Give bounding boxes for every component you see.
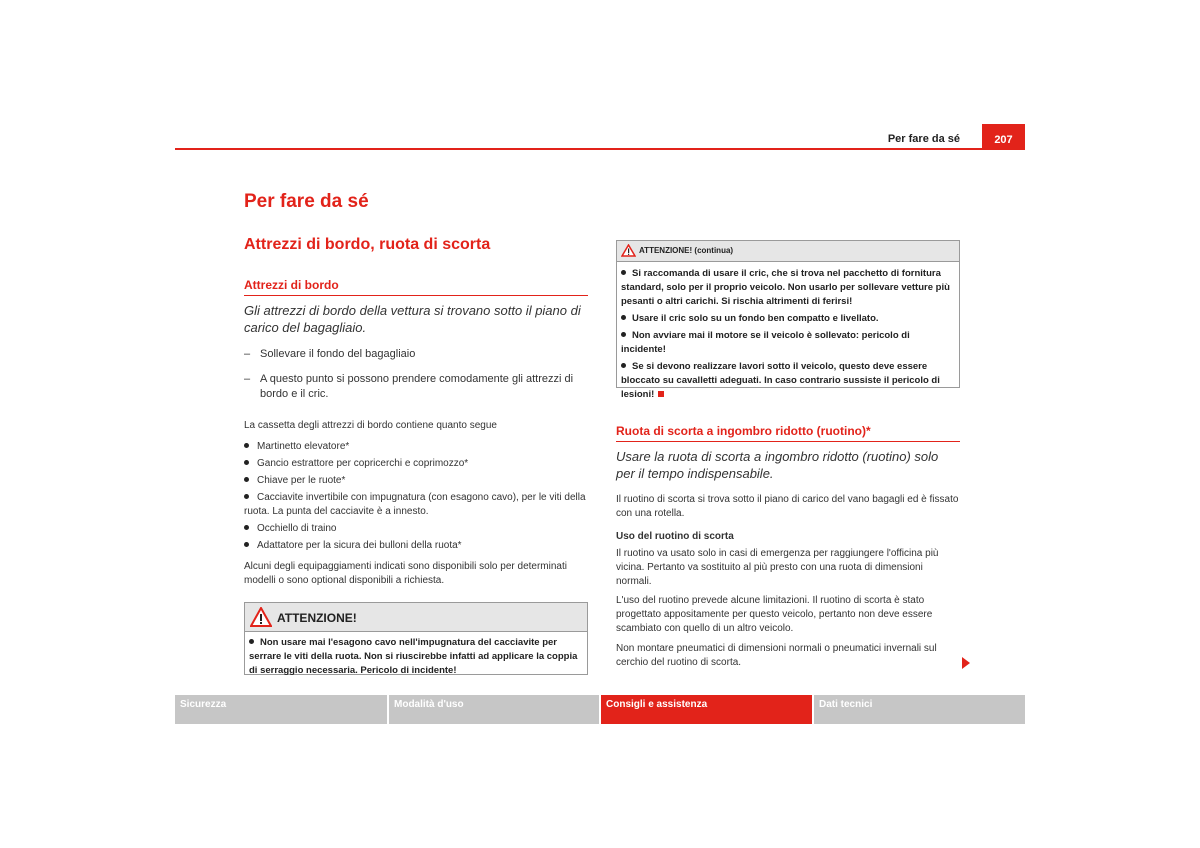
- warning-triangle-icon: [621, 244, 636, 257]
- list-item: [244, 522, 588, 536]
- warning-item: [249, 636, 583, 678]
- bullet-icon: [244, 443, 249, 448]
- bullet-icon: [249, 639, 254, 644]
- bullet-icon: [621, 363, 626, 368]
- footer-tab-consigli-assistenza[interactable]: Consigli e assistenza: [601, 695, 812, 724]
- warning-item-text: Si raccomanda di usare il cric, che si trova nel pacchetto di fornitura standard, solo per il proprio veicolo. Non usarlo per sollevare vetture più pesanti o altri carichi. Si rischia altrimenti di ferirsi!: [621, 268, 950, 307]
- list-item: [244, 440, 588, 454]
- paragraph: Il ruotino va usato solo in casi di emergenza per raggiungere l'officina più vicina. Pertanto va sostituito al più presto con una ruota di dimensioni normali.: [616, 548, 939, 587]
- paragraph: L'uso del ruotino prevede alcune limitazioni. Il ruotino di scorta è stato progettato appositamente per questo veicolo, pertanto non deve essere scambiato con quello di un altro veicolo.: [616, 595, 933, 634]
- warning-box: [244, 602, 588, 675]
- usage-heading: Uso del ruotino di scorta: [616, 531, 734, 542]
- intro-text: Usare la ruota di scorta a ingombro ridotto (ruotino) solo per il tempo indispensabile.: [616, 449, 939, 481]
- bullet-icon: [244, 542, 249, 547]
- step-item: [244, 372, 588, 402]
- warning-item-text: Non usare mai l'esagono cavo nell'impugnatura del cacciavite per serrare le viti della ruota. Non si riuscirebbe infatti ad applicare la coppia di serraggio necessaria. Pericolo di incidente!: [249, 637, 578, 676]
- running-header: Per fare da sé: [887, 133, 960, 145]
- subsection-title-spare-wheel: Ruota di scorta a ingombro ridotto (ruotino)*: [616, 424, 871, 438]
- warning-title: ATTENZIONE!: [277, 611, 357, 625]
- subsection-rule: [244, 295, 588, 296]
- warning-item: [621, 360, 955, 402]
- dash-marker: –: [244, 348, 251, 360]
- warning-item: [621, 267, 955, 309]
- warning-item: [621, 312, 955, 326]
- warning-body: [245, 632, 587, 678]
- subsection-title-tools: Attrezzi di bordo: [244, 278, 339, 292]
- step-text: A questo punto si possono prendere comodamente gli attrezzi di bordo e il cric.: [260, 373, 574, 400]
- list-item-text: Occhiello di traino: [257, 523, 337, 534]
- page-number: 207: [982, 124, 1025, 149]
- next-page-arrow-icon[interactable]: [962, 657, 970, 669]
- bullet-icon: [621, 315, 626, 320]
- warning-item: [621, 329, 955, 357]
- bullet-icon: [621, 332, 626, 337]
- footer-tab-dati-tecnici[interactable]: Dati tecnici: [814, 695, 1025, 724]
- intro-text: Gli attrezzi di bordo della vettura si trovano sotto il piano di carico del bagagliaio.: [244, 303, 581, 335]
- warning-header: [245, 603, 587, 632]
- step-item: [244, 347, 588, 362]
- list-item: [244, 457, 588, 471]
- paragraph: Il ruotino di scorta si trova sotto il piano di carico del vano bagagli ed è fissato con una rotella.: [616, 494, 959, 519]
- list-item-text: Cacciavite invertibile con impugnatura (con esagono cavo), per le viti della ruota. La punta del cacciavite è a innesto.: [244, 492, 586, 517]
- list-item: [244, 474, 588, 488]
- bullet-icon: [244, 494, 249, 499]
- end-marker-icon: [658, 391, 664, 397]
- list-item-text: Gancio estrattore per copricerchi e coprimozzo*: [257, 458, 469, 469]
- list-item: [244, 539, 588, 553]
- bullet-icon: [621, 270, 626, 275]
- section-title: Attrezzi di bordo, ruota di scorta: [244, 236, 491, 253]
- list-item: [244, 491, 588, 519]
- bullet-icon: [244, 477, 249, 482]
- bullet-icon: [244, 460, 249, 465]
- footer-tab-modalita-uso[interactable]: Modalità d'uso: [389, 695, 599, 724]
- warning-item-text: Usare il cric solo su un fondo ben compatto e livellato.: [632, 313, 879, 324]
- list-item-text: Chiave per le ruote*: [257, 475, 346, 486]
- dash-marker: –: [244, 373, 251, 385]
- header-rule: [175, 148, 1025, 150]
- list-item-text: Adattatore per la sicura dei bulloni della ruota*: [257, 540, 462, 551]
- bullet-icon: [244, 525, 249, 530]
- contents-intro: La cassetta degli attrezzi di bordo contiene quanto segue: [244, 420, 497, 431]
- warning-item-text: Non avviare mai il motore se il veicolo è sollevato: pericolo di incidente!: [621, 330, 910, 355]
- list-item-text: Martinetto elevatore*: [257, 441, 350, 452]
- warning-item-text: Se si devono realizzare lavori sotto il veicolo, questo deve essere bloccato su cavalletti adeguati. In caso contrario sussiste il pericolo di lesioni!: [621, 361, 940, 400]
- footer-tab-sicurezza[interactable]: Sicurezza: [175, 695, 387, 724]
- subsection-rule: [616, 441, 960, 442]
- warning-triangle-icon: [250, 607, 272, 627]
- chapter-title: Per fare da sé: [244, 191, 369, 212]
- paragraph: Non montare pneumatici di dimensioni normali o pneumatici invernali sul cerchio del ruotino di scorta.: [616, 643, 937, 668]
- warning-box-continued: [616, 240, 960, 400]
- warning-header: [617, 241, 959, 262]
- warning-title: ATTENZIONE! (continua): [639, 246, 734, 255]
- warning-body: [617, 262, 959, 402]
- note-text: Alcuni degli equipaggiamenti indicati sono disponibili solo per determinati modelli o sono optional disponibili a richiesta.: [244, 561, 567, 586]
- step-text: Sollevare il fondo del bagagliaio: [260, 348, 416, 360]
